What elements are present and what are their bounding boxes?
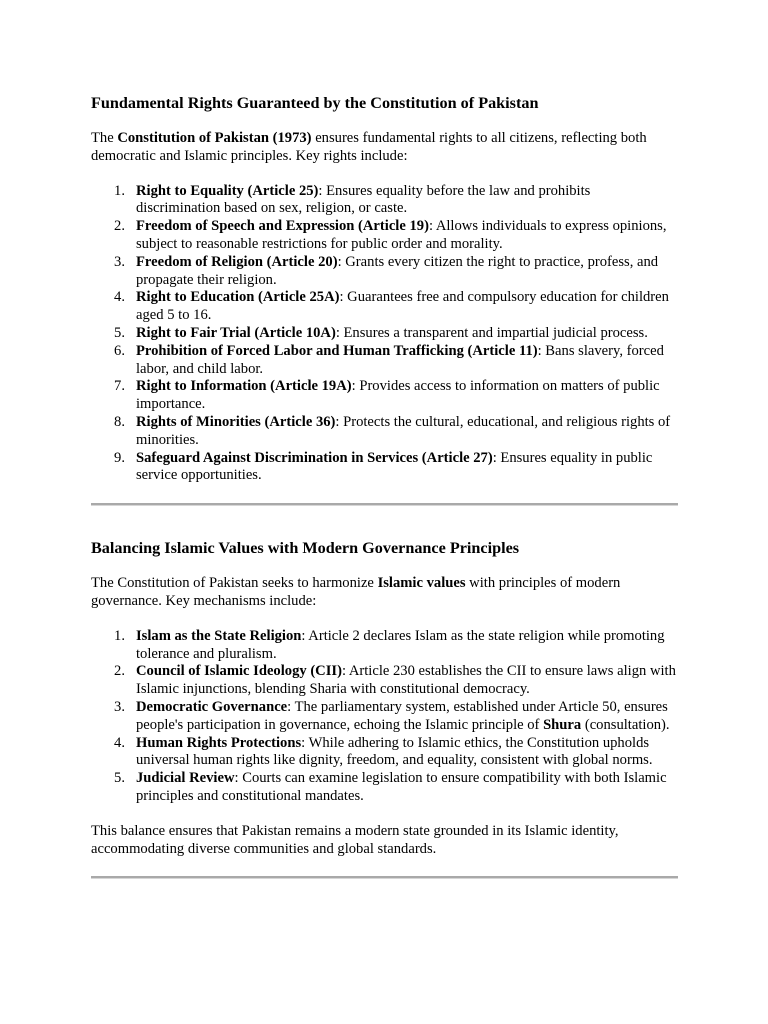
intro-text: with principles of modern governance. Key mechanisms include:: [91, 575, 621, 609]
list-item: [91, 254, 678, 290]
list-item-text: : Allows individuals to express opinions, subject to reasonable restrictions for public order and morality.: [136, 218, 667, 252]
list-item: [91, 183, 678, 219]
list-item: [91, 218, 678, 254]
closing-paragraph: This balance ensures that Pakistan remains a modern state grounded in its Islamic identity, accommodating diverse communities and global standards.: [91, 822, 619, 857]
section-intro: [91, 130, 678, 166]
list-item: [91, 414, 678, 450]
list-item-heading: Judicial Review: [136, 770, 235, 787]
list-number: 7.: [114, 378, 125, 395]
list-item-heading: Human Rights Protections: [136, 734, 302, 751]
list-item-text: : Ensures equality in public service opportunities.: [136, 449, 653, 484]
list-item-text: (consultation).: [581, 716, 670, 733]
list-item-heading: Freedom of Religion (Article 20): [136, 253, 338, 270]
list-number: 2.: [114, 218, 125, 235]
list-item-text: : Ensures a transparent and impartial judicial process.: [335, 324, 648, 341]
list-item-text: : Grants every citizen the right to practice, profess, and propagate their religion.: [136, 253, 659, 288]
intro-bold-text: Islamic values: [377, 575, 466, 592]
document-content: [91, 93, 678, 879]
list-item: [91, 378, 678, 414]
list-item: [91, 663, 678, 699]
list-number: 8.: [114, 413, 125, 430]
list-item-text: : Provides access to information on matters of public importance.: [136, 378, 660, 413]
list-item-text: : Article 230 establishes the CII to ensure laws align with Islamic injunctions, blending Sharia with constitutional democracy.: [136, 663, 676, 698]
list-item: [91, 770, 678, 806]
list-item-heading: Safeguard Against Discrimination in Services (Article 27): [136, 449, 493, 466]
list-item: [91, 628, 678, 664]
list-item-bold-term: Shura: [543, 716, 582, 733]
list-item-text: : Protects the cultural, educational, and religious rights of minorities.: [136, 413, 671, 448]
list-number: 6.: [114, 342, 125, 359]
list-item-text: : Ensures equality before the law and prohibits discrimination based on sex, religion, or caste.: [136, 182, 591, 217]
intro-bold-text: Constitution of Pakistan (1973): [117, 130, 312, 146]
list-item-text: : While adhering to Islamic ethics, the Constitution upholds universal human rights like dignity, freedom, and equality, consistent with global norms.: [136, 734, 653, 769]
list-item-heading: Islam as the State Religion: [136, 627, 302, 644]
section-divider: [91, 876, 678, 879]
list-number: 3.: [114, 698, 125, 715]
list-item-text: : Bans slavery, forced labor, and child labor.: [136, 342, 664, 377]
list-number: 1.: [114, 627, 125, 644]
list-item-text: : Courts can examine legislation to ensure compatibility with both Islamic principles and constitutional mandates.: [136, 770, 667, 804]
list-item-heading: Rights of Minorities (Article 36): [136, 413, 336, 430]
section-title-islamic-values: Balancing Islamic Values with Modern Governance Principles: [91, 539, 520, 558]
list-number: 3.: [114, 253, 125, 270]
list-item: [91, 699, 678, 735]
governance-mechanisms-list: [91, 628, 678, 806]
list-number: 5.: [114, 324, 125, 341]
list-item-heading: Democratic Governance: [136, 698, 288, 715]
fundamental-rights-list: [91, 183, 678, 486]
list-number: 1.: [114, 182, 125, 199]
list-item-text: : Article 2 declares Islam as the state religion while promoting tolerance and pluralism.: [136, 627, 665, 662]
list-number: 4.: [114, 734, 125, 751]
intro-text: ensures fundamental rights to all citizens, reflecting both democratic and Islamic principles. Key rights include:: [91, 130, 647, 164]
list-item: [91, 289, 678, 325]
list-number: 2.: [114, 663, 125, 680]
list-item-text: : Guarantees free and compulsory education for children aged 5 to 16.: [136, 289, 669, 324]
section-intro: [91, 575, 678, 611]
intro-text: The: [91, 130, 118, 146]
list-item-heading: Freedom of Speech and Expression (Article 19): [136, 218, 429, 235]
list-item-heading: Prohibition of Forced Labor and Human Trafficking (Article 11): [136, 342, 538, 359]
list-item-heading: Council of Islamic Ideology (CII): [136, 663, 342, 680]
list-item-heading: Right to Education (Article 25A): [136, 289, 340, 306]
list-item: [91, 735, 678, 771]
list-number: 9.: [114, 449, 125, 466]
list-item-heading: Right to Information (Article 19A): [136, 378, 352, 395]
section-divider: [91, 503, 678, 506]
section-title-fundamental-rights: Fundamental Rights Guaranteed by the Constitution of Pakistan: [91, 94, 539, 112]
list-item: [91, 343, 678, 379]
list-number: 5.: [114, 770, 125, 787]
list-item-text: : The parliamentary system, established under Article 50, ensures people's participation in governance, echoing the Islamic principle of: [136, 698, 668, 733]
list-number: 4.: [114, 289, 125, 306]
list-item-heading: Right to Equality (Article 25): [136, 182, 319, 199]
list-item-heading: Right to Fair Trial (Article 10A): [136, 324, 336, 341]
list-item: [91, 325, 678, 343]
intro-text: The Constitution of Pakistan seeks to harmonize: [91, 575, 378, 592]
list-item: [91, 450, 678, 486]
